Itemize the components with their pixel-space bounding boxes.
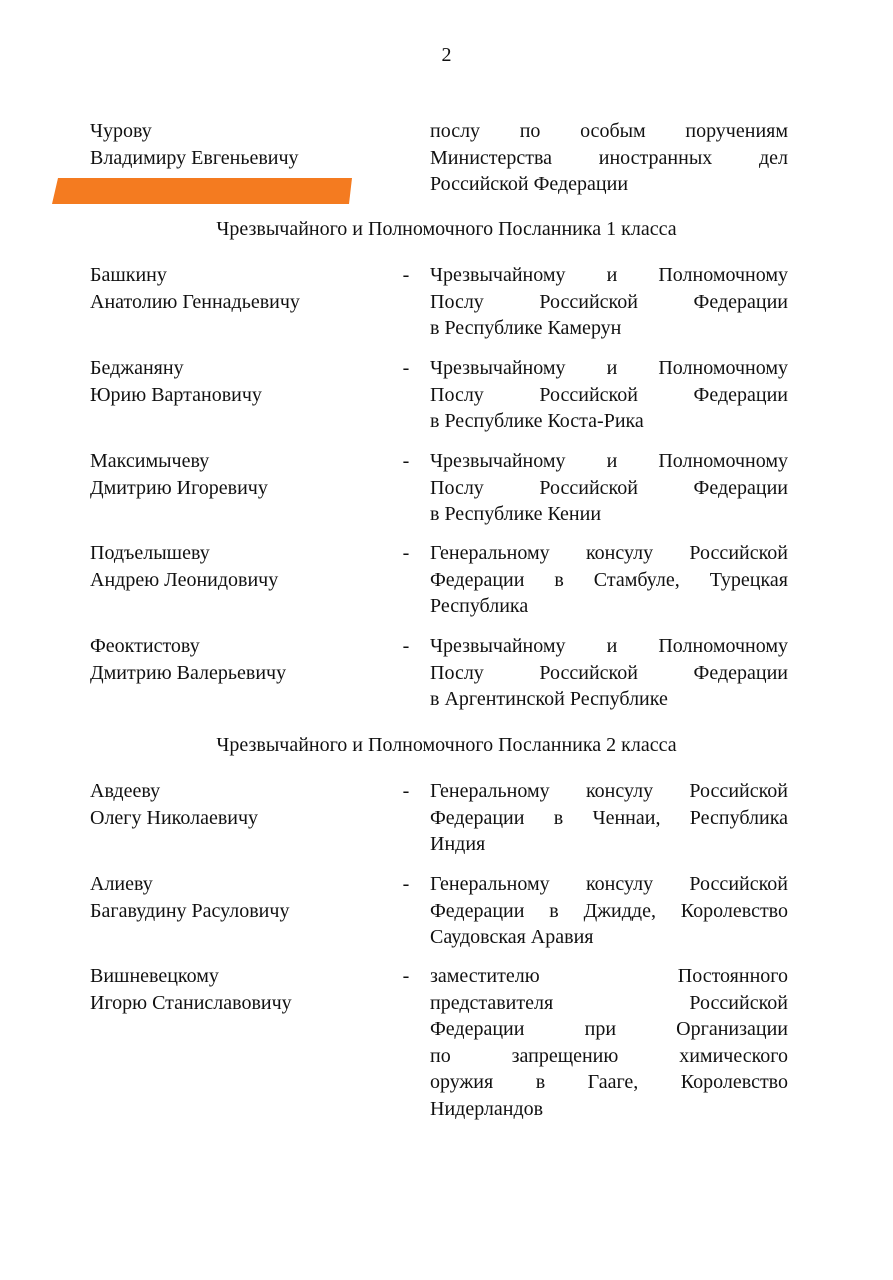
page-number: 2 <box>441 44 452 66</box>
person-name: Вишневецкому Игорю Станиславовичу <box>90 965 292 1014</box>
dash-separator: - <box>402 635 410 657</box>
position-title: Чрезвычайному и Полномочному Послу Российской Федерации в Республике Коста-Рика <box>430 357 788 432</box>
dash-separator: - <box>402 264 410 286</box>
position-title: Генеральному консулу Российской Федерации в Джидде, Королевство Саудовская Аравия <box>430 873 788 948</box>
person-name: Максимычеву Дмитрию Игоревичу <box>90 450 268 499</box>
person-name: Беджаняну Юрию Вартановичу <box>90 357 262 406</box>
person-name: Башкину Анатолию Геннадьевичу <box>90 264 300 313</box>
person-name: Подъелышеву Андрею Леонидовичу <box>90 542 279 591</box>
person-name: Алиеву Багавудину Расуловичу <box>90 873 290 922</box>
position-title: Чрезвычайному и Полномочному Послу Российской Федерации в Республике Кении <box>430 450 788 525</box>
section-heading-envoy-1st-class: Чрезвычайного и Полномочного Посланника 1 класса <box>216 218 677 240</box>
position-title: заместителю Постоянного представителя Российской Федерации при Организации по запрещению химического оружия в Гааге, Королевство Нидерландов <box>430 965 788 1120</box>
person-name: Чурову Владимиру Евгеньевичу <box>90 120 299 169</box>
dash-separator: - <box>402 542 410 564</box>
position-title: послу по особым поручениям Министерства иностранных дел Российской Федерации <box>430 120 788 195</box>
section-heading-envoy-2nd-class: Чрезвычайного и Полномочного Посланника 2 класса <box>216 734 677 756</box>
dash-separator: - <box>402 965 410 987</box>
orange-highlight-bar <box>52 178 352 204</box>
dash-separator: - <box>402 450 410 472</box>
dash-separator: - <box>402 357 410 379</box>
position-title: Генеральному консулу Российской Федерации в Ченнаи, Республика Индия <box>430 780 788 855</box>
position-title: Чрезвычайному и Полномочному Послу Российской Федерации в Республике Камерун <box>430 264 788 339</box>
position-title: Чрезвычайному и Полномочному Послу Российской Федерации в Аргентинской Республике <box>430 635 788 710</box>
person-name: Феоктистову Дмитрию Валерьевичу <box>90 635 287 684</box>
person-name: Авдееву Олегу Николаевичу <box>90 780 259 829</box>
dash-separator: - <box>402 780 410 802</box>
dash-separator: - <box>402 873 410 895</box>
position-title: Генеральному консулу Российской Федерации в Стамбуле, Турецкая Республика <box>430 542 788 617</box>
